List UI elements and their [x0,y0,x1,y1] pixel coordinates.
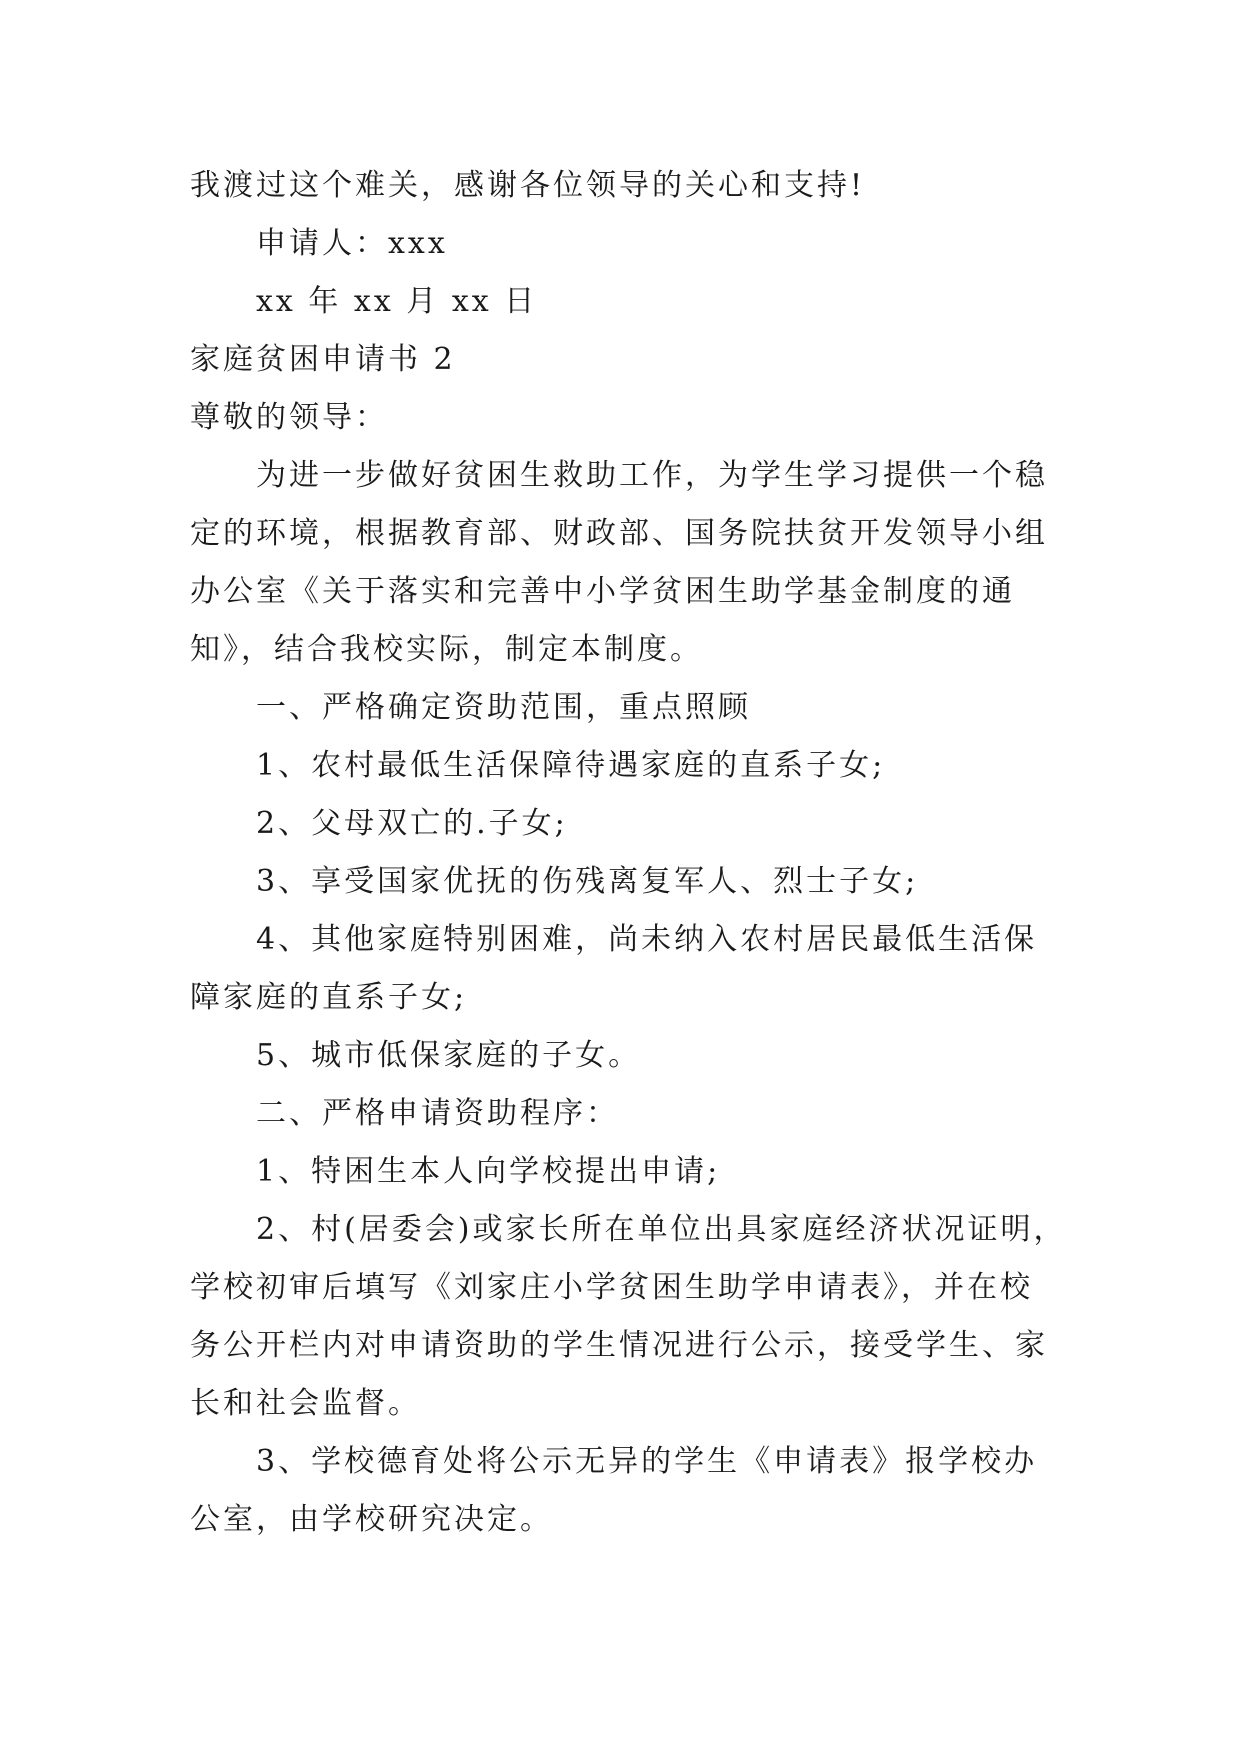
list-item: 2、村(居委会)或家长所在单位出具家庭经济状况证明， [256,1212,1067,1247]
list-item: 3、享受国家优抚的伤残离复军人、烈士子女; [256,864,919,899]
heading-line: 二、严格申请资助程序： [256,1096,619,1131]
section-title: 家庭贫困申请书 2 [190,342,456,377]
document-body [190,157,1067,1549]
list-item: 5、城市低保家庭的子女。 [256,1038,642,1073]
list-item: 4、其他家庭特别困难，尚未纳入农村居民最低生活保 [256,922,1038,957]
text-line: 公室，由学校研究决定。 [190,1502,553,1537]
text-line: 知》，结合我校实际，制定本制度。 [190,632,703,667]
list-item: 1、特困生本人向学校提出申请; [256,1154,721,1189]
list-item: 2、父母双亡的.子女; [256,806,568,841]
text-line: 办公室《关于落实和完善中小学贫困生助学基金制度的通 [190,574,1015,609]
text-line: 障家庭的直系子女; [190,980,468,1015]
date-line: xx 年 xx 月 xx 日 [256,284,538,319]
text-line: 我渡过这个难关，感谢各位领导的关心和支持! [190,168,866,203]
list-item: 3、学校德育处将公示无异的学生《申请表》报学校办 [256,1444,1038,1479]
text-line: 为进一步做好贫困生救助工作，为学生学习提供一个稳 [256,458,1048,493]
list-item: 1、农村最低生活保障待遇家庭的直系子女; [256,748,886,783]
text-line: 务公开栏内对申请资助的学生情况进行公示，接受学生、家 [190,1328,1048,1363]
text-line: 定的环境，根据教育部、财政部、国务院扶贫开发领导小组 [190,516,1048,551]
salutation: 尊敬的领导： [190,400,388,435]
text-line: 长和社会监督。 [190,1386,421,1421]
heading-line: 一、严格确定资助范围，重点照顾 [256,690,751,725]
applicant-line: 申请人：xxx [256,226,448,261]
text-line: 学校初审后填写《刘家庄小学贫困生助学申请表》，并在校 [190,1270,1033,1305]
